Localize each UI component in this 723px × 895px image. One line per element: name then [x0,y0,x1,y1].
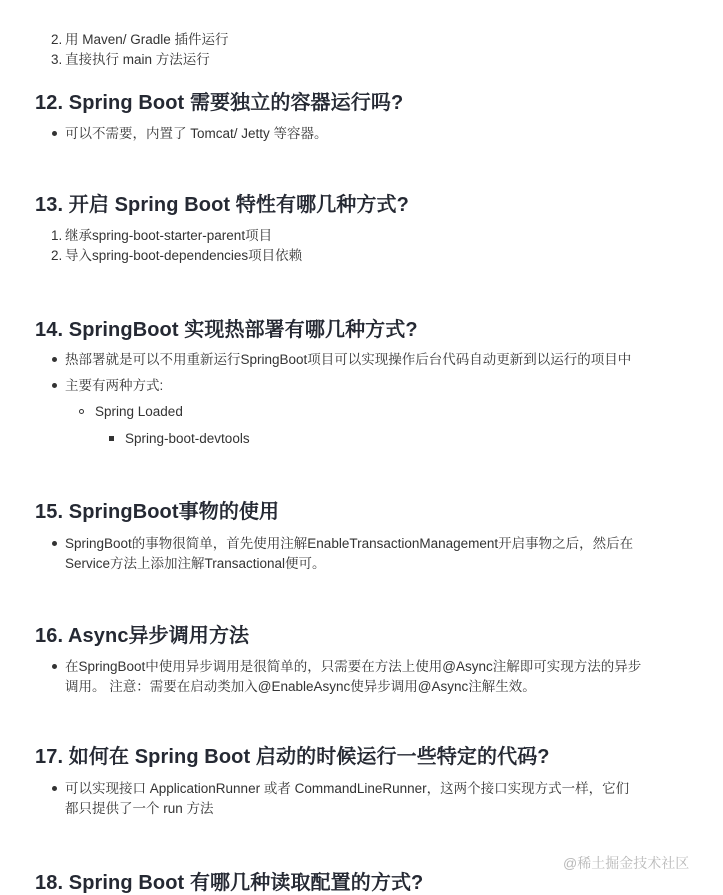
list-number: 1. [51,228,63,243]
square-bullet-icon [109,436,114,441]
bullet-text-line2: 调用。 注意：需要在启动类加入@EnableAsync使异步调用@Async注解生效。 [65,679,536,694]
bullet-text-line2: Service方法上添加注解Transactional便可。 [65,556,326,571]
bullet-icon [52,383,57,388]
list-item: 继承spring-boot-starter-parent项目 [65,228,273,243]
bullet-icon [52,357,57,362]
sub-bullet-text: Spring Loaded [95,404,183,419]
bullet-icon [52,786,57,791]
section-heading-15: 15. SpringBoot事物的使用 [35,501,280,523]
bullet-text: 可以不需要，内置了 Tomcat/ Jetty 等容器。 [65,126,328,141]
bullet-text: 主要有两种方式: [65,378,164,393]
list-item: 直接执行 main 方法运行 [65,52,210,67]
section-heading-16: 16. Async异步调用方法 [35,625,250,647]
list-item: 用 Maven/ Gradle 插件运行 [65,32,229,47]
section-heading-18: 18. Spring Boot 有哪几种读取配置的方式? [35,872,424,894]
bullet-icon [52,664,57,669]
bullet-text-line1: 可以实现接口 ApplicationRunner 或者 CommandLineRunner，这两个接口实现方式一样，它们 [65,781,630,796]
section-heading-12: 12. Spring Boot 需要独立的容器运行吗? [35,92,404,114]
bullet-icon [52,131,57,136]
section-heading-14: 14. SpringBoot 实现热部署有哪几种方式? [35,319,418,341]
section-heading-17: 17. 如何在 Spring Boot 启动的时候运行一些特定的代码? [35,746,550,768]
list-number: 2. [51,32,63,47]
watermark: @稀土掘金技术社区 [563,855,690,871]
sub-sub-bullet-text: Spring-boot-devtools [125,431,250,446]
bullet-text: 热部署就是可以不用重新运行SpringBoot项目可以实现操作后台代码自动更新到以运行的项目中 [65,352,632,367]
list-item: 导入spring-boot-dependencies项目依赖 [65,248,303,263]
bullet-text-line1: SpringBoot的事物很简单，首先使用注解EnableTransactionManagement开启事物之后，然后在 [65,536,634,551]
circle-bullet-icon [79,409,84,414]
list-number: 2. [51,248,63,263]
bullet-text-line1: 在SpringBoot中使用异步调用是很简单的，只需要在方法上使用@Async注解即可实现方法的异步 [65,659,642,674]
bullet-text-line2: 都只提供了一个 run 方法 [65,801,214,816]
section-heading-13: 13. 开启 Spring Boot 特性有哪几种方式? [35,194,409,216]
list-number: 3. [51,52,63,67]
bullet-icon [52,541,57,546]
